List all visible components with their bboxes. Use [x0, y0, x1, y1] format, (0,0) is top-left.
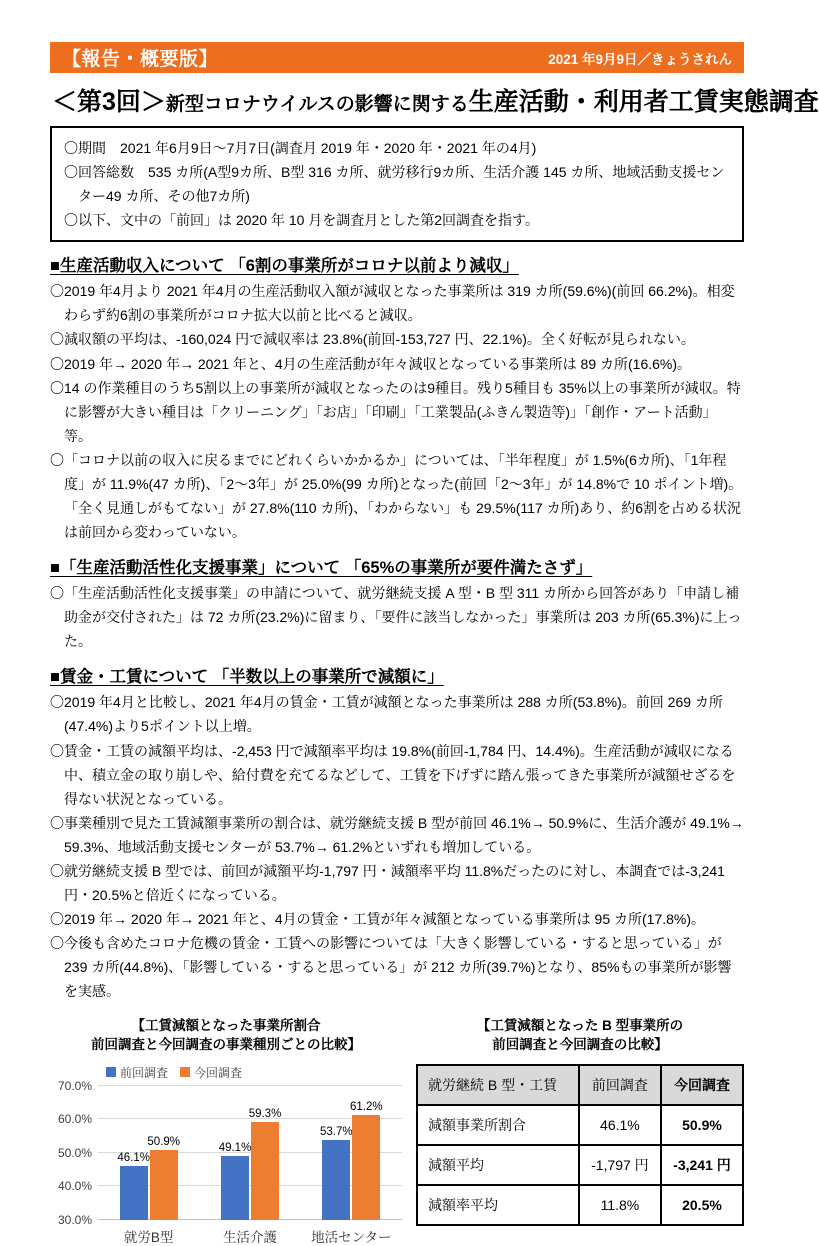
y-tick-label: 70.0%	[57, 1078, 92, 1093]
bar-current	[251, 1122, 279, 1220]
table-col-header: 前回調査	[579, 1065, 661, 1105]
table-title-line1: 【工賃減額となった B 型事業所の	[476, 1018, 684, 1034]
table-title	[416, 1017, 744, 1053]
bullet-item: 〇2019 年→ 2020 年→ 2021 年と、4月の賃金・工賃が年々減額となっている事業所は 95 カ所(17.8%)。	[50, 911, 706, 928]
section-heading-3: ■賃金・工賃について 「半数以上の事業所で減額に」	[50, 668, 444, 687]
table-cell: 46.1%	[579, 1105, 661, 1145]
section-heading-1: ■生産活動収入について 「6割の事業所がコロナ以前より減収」	[50, 257, 519, 276]
y-tick-label: 30.0%	[57, 1212, 92, 1227]
chart-y-axis	[50, 1078, 98, 1227]
chart-title	[50, 1017, 402, 1053]
info-line: 〇以下、文中の「前回」は 2020 年 10 月を調査月とした第2回調査を指す。	[64, 212, 539, 229]
chart-title-line1: 【工賃減額となった事業所割合	[131, 1018, 321, 1034]
bullet-item: 〇就労継続支援 B 型では、前回が減額平均-1,797 円・減額率平均 11.8%だったのに対し、本調査では-3,241 円・20.5%と倍近くになっている。	[50, 862, 725, 904]
table-row	[417, 1105, 743, 1145]
x-category-label: 就労B型	[123, 1229, 174, 1245]
bar-group	[301, 1060, 402, 1220]
legend-label: 今回調査	[194, 1065, 243, 1080]
bar-current	[352, 1115, 380, 1220]
sections-container	[50, 252, 744, 1003]
table-row	[417, 1145, 743, 1185]
bullet-item: 〇2019 年→ 2020 年→ 2021 年と、4月の生産活動が年々減収となっている事業所は 89 カ所(16.6%)。	[50, 355, 692, 372]
title-round-number: ＜第3回＞	[52, 88, 166, 116]
bullet-item: 〇賃金・工賃の減額平均は、-2,453 円で減額率平均は 19.8%(前回-1,784 円、14.4%)。生産活動が減収になる中、積立金の取り崩しや、給付費を充てるなどして、工賃を下げずに踏ん張ってきた事業所が減額せざるを得ない状況となっている。	[50, 742, 736, 807]
legend-label: 前回調査	[120, 1065, 169, 1080]
section-bullets-1	[50, 279, 744, 544]
bar-column	[321, 1060, 351, 1220]
table-cell: 20.5%	[661, 1185, 743, 1225]
table-cell: 11.8%	[579, 1185, 661, 1225]
figures-row	[50, 1017, 744, 1245]
section-heading-2: ■「生産活動活性化支援事業」について 「65%の事業所が要件満たさず」	[50, 559, 593, 578]
report-type-label: 【報告・概要版】	[62, 49, 219, 70]
section-bullets-3	[50, 690, 744, 1003]
bar-group	[199, 1060, 300, 1220]
bar-value-label: 59.3%	[248, 1107, 282, 1120]
wage-reduction-bar-chart	[50, 1017, 402, 1245]
bar-value-label: 61.2%	[350, 1101, 383, 1114]
table-header-row	[417, 1065, 743, 1105]
title-subject: 新型コロナウイルスの影響に関する	[165, 94, 469, 115]
table-cell: 50.9%	[661, 1105, 743, 1145]
header-bar	[50, 42, 744, 73]
title-survey-name: 生産活動・利用者工賃実態調査	[468, 88, 819, 116]
chart-title-line2: 前回調査と今回調査の事業種別ごとの比較】	[91, 1036, 361, 1052]
bar-column	[351, 1060, 381, 1220]
table-cell: -3,241 円	[661, 1145, 743, 1185]
bar-value-label: 53.7%	[320, 1126, 353, 1139]
bar-group	[98, 1060, 199, 1220]
chart-plot	[98, 1065, 402, 1220]
table-cell: -1,797 円	[579, 1145, 661, 1185]
chart-x-axis-labels	[98, 1226, 402, 1246]
bullet-item: 〇今後も含めたコロナ危機の賃金・工賃への影響については「大きく影響している・すると思っている」が 239 カ所(44.8%)、「影響している・すると思っている」が 212 カ所(39.7%)となり、85%もの事業所が影響を実感。	[50, 935, 732, 1000]
bullet-item: 〇「生産活動活性化支援事業」の申請について、就労継続支援 A 型・B 型 311 カ所から回答があり「申請し補助金が交付された」は 72 カ所(23.2%)に留まり、「要件に該当しなかった」事業所は 203 カ所(65.3%)に上った。	[50, 585, 742, 650]
chart-bar-groups	[98, 1060, 402, 1220]
y-tick-label: 40.0%	[57, 1179, 92, 1194]
survey-info-box	[50, 126, 744, 242]
bullet-item: 〇14 の作業種目のうち5割以上の事業所が減収となったのは9種目。残り5種目も 35%以上の事業所が減収。特に影響が大きい種目は「クリーニング」「お店」「印刷」「工業製品(ふきん製造等)」「創作・アート活動」等。	[50, 379, 741, 444]
bullet-item: 〇2019 年4月より 2021 年4月の生産活動収入額が減収となった事業所は 319 カ所(59.6%)(前回 66.2%)。相変わらず約6割の事業所がコロナ拡大以前と比べると減収。	[50, 283, 735, 324]
bar-column	[220, 1060, 250, 1220]
y-tick-label: 60.0%	[57, 1112, 92, 1127]
table-col-header: 就労継続 B 型・工賃	[417, 1065, 579, 1105]
chart-area	[50, 1060, 402, 1246]
bar-previous	[322, 1140, 350, 1219]
chart-plot-wrap	[98, 1060, 402, 1246]
page-title	[52, 82, 819, 118]
bar-value-label: 46.1%	[117, 1151, 150, 1164]
comparison-table	[416, 1064, 744, 1226]
table-title-line2: 前回調査と今回調査の比較】	[492, 1036, 668, 1052]
bar-value-label: 49.1%	[218, 1141, 252, 1154]
y-tick-label: 50.0%	[57, 1145, 92, 1160]
bullet-item: 〇減収額の平均は、-160,024 円で減収率は 23.8%(前回-153,727 円、22.1%)。全く好転が見られない。	[50, 331, 695, 348]
table-row	[417, 1185, 743, 1225]
table-row-label: 減額事業所割合	[417, 1105, 579, 1145]
b-type-comparison-table-box	[416, 1017, 744, 1245]
bar-previous	[221, 1156, 249, 1220]
x-category-label: 生活介護	[222, 1229, 277, 1245]
bullet-item: 〇「コロナ以前の収入に戻るまでにどれくらいかかるか」については、「半年程度」が 1.5%(6カ所)、「1年程度」が 11.9%(47 カ所)、「2～3年」が 25.0%(99 カ所)となった(前回「2～3年」が 14.8%で 10 ポイント増)。「全く見通しがもてない」が 27.8%(110 カ所)、「わからない」も 29.5%(117 カ所)あり、約6割を占める状況は前回から変わっていない。	[50, 451, 743, 541]
bar-column	[250, 1060, 280, 1220]
section-bullets-2	[50, 581, 744, 653]
bar-current	[150, 1150, 178, 1220]
table-body	[417, 1105, 743, 1225]
bar-value-label: 50.9%	[147, 1135, 180, 1148]
info-line: 〇期間 2021 年6月9日～7月7日(調査月 2019 年・2020 年・2021 年の4月)	[64, 140, 537, 156]
bar-previous	[120, 1166, 148, 1220]
bullet-item: 〇2019 年4月と比較し、2021 年4月の賃金・工賃が減額となった事業所は 288 カ所(53.8%)。前回 269 カ所(47.4%)より5ポイント以上増。	[50, 694, 723, 735]
table-col-header: 今回調査	[661, 1065, 743, 1105]
bar-column	[119, 1060, 149, 1220]
bullet-item: 〇事業種別で見た工賃減額事業所の割合は、就労継続支援 B 型が前回 46.1%→ 50.9%に、生活介護が 49.1%→ 59.3%、地域活動支援センターが 53.7%→ 61.2%といずれも増加している。	[50, 814, 744, 855]
date-author-label: 2021 年9月9日／きょうされん	[548, 51, 732, 67]
table-row-label: 減額率平均	[417, 1185, 579, 1225]
bar-column	[149, 1060, 179, 1220]
info-line: 〇回答総数 535 カ所(A型9カ所、B型 316 カ所、就労移行9カ所、生活介護 145 カ所、地域活動支援センター49 カ所、その他7カ所)	[64, 164, 725, 205]
x-category-label: 地活センター	[311, 1229, 392, 1245]
table-row-label: 減額平均	[417, 1145, 579, 1185]
